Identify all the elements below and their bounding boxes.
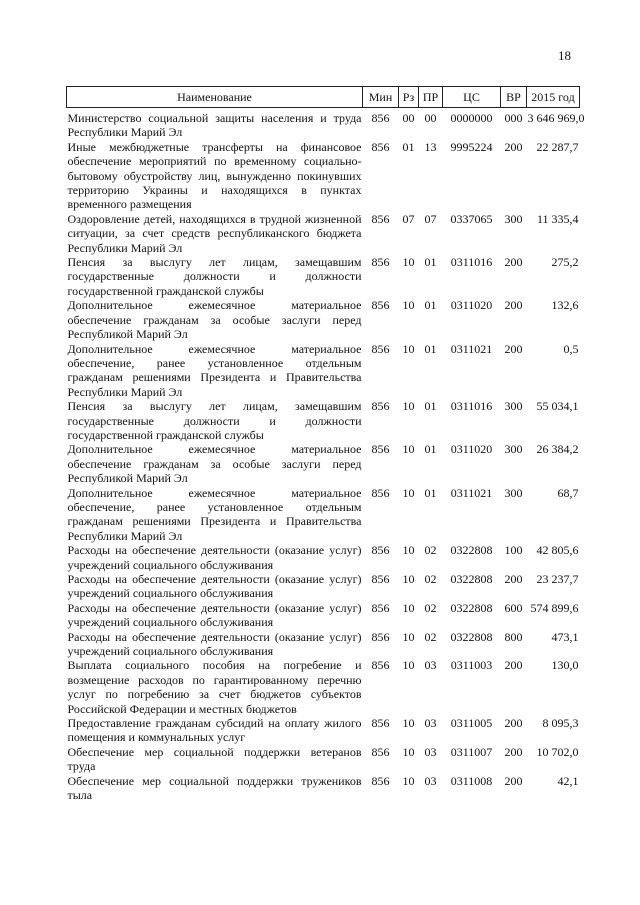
row-amount: 10 702,0 — [536, 744, 579, 759]
row-name: Выплата социального пособия на погребение и возмещение расходов по гарантированному перечню услуг по погребению за счет бюджетов субъектов Российской Федерации и местных бюджетов — [67, 658, 362, 716]
row-cs: 0311020 — [450, 442, 493, 457]
row-pr: 02 — [424, 543, 437, 558]
row-name: Пенсия за выслугу лет лицам, замещавшим государственные должности и должности государственной гражданской службы — [67, 255, 362, 298]
row-name: Пенсия за выслугу лет лицам, замещавшим государственные должности и должности государственной гражданской службы — [67, 399, 362, 442]
row-pr: 01 — [424, 298, 437, 313]
table-row — [67, 658, 580, 716]
row-rz: 10 — [402, 543, 415, 558]
row-amount: 55 034,1 — [536, 399, 579, 414]
row-min: 856 — [371, 600, 390, 615]
row-name: Министерство социальной защиты населения и труда Республики Марий Эл — [67, 111, 362, 140]
row-name: Дополнительное ежемесячное материальное обеспечение гражданам за особые заслуги перед Республикой Марий Эл — [67, 298, 362, 342]
row-vr: 200 — [504, 298, 523, 313]
row-cs: 0337065 — [450, 211, 493, 226]
row-min: 856 — [371, 211, 390, 226]
row-pr: 01 — [424, 399, 437, 414]
row-rz: 10 — [402, 298, 415, 313]
row-min: 856 — [371, 298, 390, 313]
row-min: 856 — [371, 629, 390, 644]
row-pr: 00 — [424, 111, 437, 125]
row-rz: 00 — [402, 111, 415, 125]
row-pr: 01 — [424, 442, 437, 457]
row-vr: 200 — [504, 255, 523, 270]
row-pr: 03 — [424, 773, 437, 788]
row-amount: 11 335,4 — [536, 211, 579, 226]
budget-table — [66, 86, 585, 803]
row-cs: 0322808 — [450, 629, 493, 644]
row-min: 856 — [371, 399, 390, 414]
table-row — [67, 298, 580, 341]
table-row — [67, 543, 580, 572]
row-vr: 300 — [504, 485, 523, 500]
row-vr: 200 — [504, 744, 523, 759]
row-cs: 9995224 — [450, 139, 493, 154]
row-rz: 10 — [402, 442, 415, 457]
row-cs: 0311016 — [450, 399, 493, 414]
row-rz: 10 — [402, 485, 415, 500]
row-amount: 42 805,6 — [536, 543, 579, 558]
row-rz: 10 — [402, 629, 415, 644]
row-cs: 0322808 — [450, 600, 493, 615]
row-min: 856 — [371, 773, 390, 788]
row-cs: 0000000 — [450, 111, 493, 125]
row-amount: 42,1 — [557, 773, 579, 788]
table-row — [67, 212, 580, 255]
row-rz: 07 — [402, 211, 415, 226]
table-row — [67, 342, 580, 400]
row-name: Дополнительное ежемесячное материальное обеспечение, ранее установленное отдельным гражданам решениями Президента и Правительства Республики Марий Эл — [67, 485, 362, 543]
row-vr: 200 — [504, 341, 523, 356]
row-pr: 01 — [424, 485, 437, 500]
row-cs: 0311016 — [450, 255, 493, 270]
row-rz: 10 — [402, 399, 415, 414]
table-row — [67, 745, 580, 774]
table-row — [67, 601, 580, 630]
row-vr: 200 — [504, 139, 523, 154]
row-name: Предоставление гражданам субсидий на оплату жилого помещения и коммунальных услуг — [67, 716, 362, 745]
row-name: Обеспечение мер социальной поддержки тружеников тыла — [67, 773, 362, 803]
header-amount: 2015 год — [527, 87, 580, 108]
table-header — [67, 87, 580, 108]
row-amount: 3 646 969,0 — [527, 111, 585, 125]
row-amount: 130,0 — [551, 658, 579, 673]
row-min: 856 — [371, 442, 390, 457]
row-cs: 0311020 — [450, 298, 493, 313]
row-min: 856 — [371, 572, 390, 586]
row-vr: 200 — [504, 658, 523, 673]
row-vr: 000 — [504, 111, 523, 125]
row-cs: 0311005 — [450, 716, 493, 731]
row-cs: 0311008 — [450, 773, 493, 788]
row-cs: 0322808 — [450, 572, 493, 586]
row-name: Расходы на обеспечение деятельности (оказание услуг) учреждений социального обслуживания — [67, 543, 362, 572]
table-body — [67, 108, 585, 803]
row-pr: 07 — [424, 211, 437, 226]
row-min: 856 — [371, 139, 390, 154]
row-min: 856 — [371, 485, 390, 500]
row-min: 856 — [371, 255, 390, 270]
table-row — [67, 630, 580, 659]
row-name: Дополнительное ежемесячное материальное обеспечение, ранее установленное отдельным гражданам решениями Президента и Правительства Республики Марий Эл — [67, 341, 362, 399]
row-amount: 473,1 — [551, 629, 579, 644]
row-name: Иные межбюджетные трансферты на финансовое обеспечение мероприятий по временному социально-бытовому обустройству лиц, вынужденно покинувших территорию Украины и находящихся в пунктах временного размещения — [67, 139, 362, 212]
row-amount: 0,5 — [563, 341, 579, 356]
table-row — [67, 140, 580, 212]
row-name: Расходы на обеспечение деятельности (оказание услуг) учреждений социального обслуживания — [67, 600, 362, 630]
row-cs: 0311003 — [450, 658, 493, 673]
table-row — [67, 572, 580, 601]
row-vr: 800 — [504, 629, 523, 644]
table-row — [67, 442, 580, 485]
table-row — [67, 399, 580, 442]
header-min: Мин — [363, 87, 399, 108]
row-rz: 10 — [402, 658, 415, 673]
row-cs: 0311021 — [450, 485, 493, 500]
row-rz: 10 — [402, 255, 415, 270]
row-rz: 10 — [402, 716, 415, 731]
header-vr: ВР — [501, 87, 527, 108]
row-amount: 132,6 — [551, 298, 579, 313]
row-pr: 02 — [424, 629, 437, 644]
row-rz: 10 — [402, 744, 415, 759]
row-rz: 10 — [402, 600, 415, 615]
row-min: 856 — [371, 543, 390, 558]
row-amount: 8 095,3 — [542, 716, 579, 731]
row-pr: 01 — [424, 341, 437, 356]
row-amount: 275,2 — [551, 255, 579, 270]
row-name: Обеспечение мер социальной поддержки ветеранов труда — [67, 744, 362, 774]
row-pr: 03 — [424, 658, 437, 673]
row-vr: 200 — [504, 716, 523, 731]
table-row — [67, 108, 580, 140]
table-row — [67, 774, 580, 803]
row-rz: 01 — [402, 139, 415, 154]
row-min: 856 — [371, 658, 390, 673]
header-cs: ЦС — [443, 87, 501, 108]
row-vr: 100 — [504, 543, 523, 558]
row-rz: 10 — [402, 572, 415, 586]
row-min: 856 — [371, 744, 390, 759]
row-cs: 0311021 — [450, 341, 493, 356]
header-name: Наименование — [67, 87, 363, 108]
row-min: 856 — [371, 716, 390, 731]
row-vr: 200 — [504, 572, 523, 586]
row-vr: 600 — [504, 600, 523, 615]
row-amount: 574 899,6 — [530, 600, 579, 615]
page-number: 18 — [558, 48, 571, 63]
row-cs: 0322808 — [450, 543, 493, 558]
row-pr: 02 — [424, 572, 437, 586]
row-pr: 13 — [424, 139, 437, 154]
row-name: Расходы на обеспечение деятельности (оказание услуг) учреждений социального обслуживания — [67, 629, 362, 659]
row-vr: 300 — [504, 211, 523, 226]
row-pr: 03 — [424, 744, 437, 759]
header-rz: Рз — [399, 87, 419, 108]
row-name: Расходы на обеспечение деятельности (оказание услуг) учреждений социального обслуживания — [67, 572, 362, 601]
row-name: Оздоровление детей, находящихся в трудной жизненной ситуации, за счет средств республиканского бюджета Республики Марий Эл — [67, 211, 362, 255]
row-amount: 26 384,2 — [536, 442, 579, 457]
row-amount: 68,7 — [557, 485, 579, 500]
header-row — [67, 87, 580, 108]
row-pr: 03 — [424, 716, 437, 731]
row-pr: 01 — [424, 255, 437, 270]
row-amount: 23 237,7 — [536, 572, 579, 586]
row-min: 856 — [371, 111, 390, 125]
table-row — [67, 486, 580, 544]
row-rz: 10 — [402, 773, 415, 788]
row-min: 856 — [371, 341, 390, 356]
row-rz: 10 — [402, 341, 415, 356]
header-pr: ПР — [419, 87, 443, 108]
row-amount: 22 287,7 — [536, 139, 579, 154]
row-vr: 200 — [504, 773, 523, 788]
row-vr: 300 — [504, 399, 523, 414]
row-cs: 0311007 — [450, 744, 493, 759]
table-row — [67, 716, 580, 745]
row-name: Дополнительное ежемесячное материальное обеспечение гражданам за особые заслуги перед Республикой Марий Эл — [67, 442, 362, 486]
row-vr: 300 — [504, 442, 523, 457]
table-row — [67, 255, 580, 298]
row-pr: 02 — [424, 600, 437, 615]
